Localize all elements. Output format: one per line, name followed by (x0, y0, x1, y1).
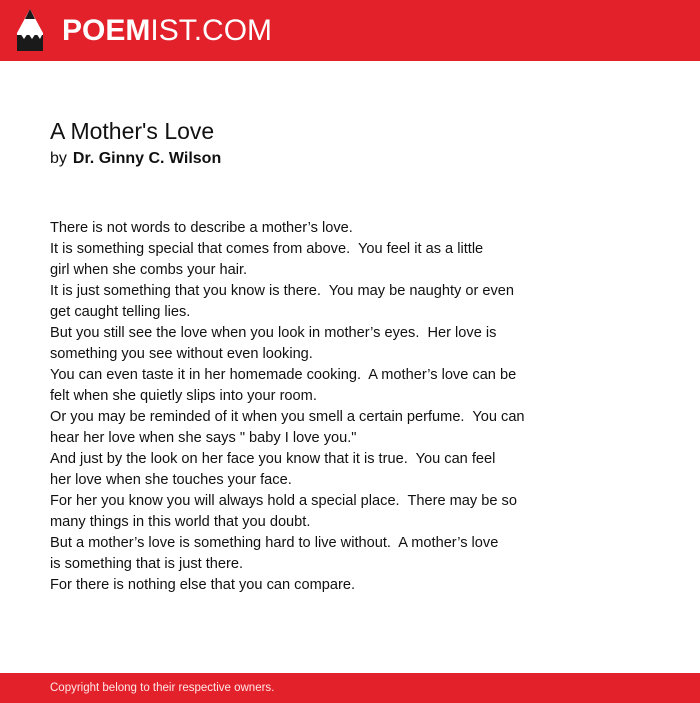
poem-line: It is something special that comes from above. You feel it as a little (50, 241, 484, 257)
poem-line: hear her love when she says " baby I love you." (50, 430, 357, 446)
logo-light-text: IST.COM (150, 14, 273, 47)
poem-line: Or you may be reminded of it when you smell a certain perfume. You can (50, 409, 525, 425)
poem-line: For her you know you will always hold a special place. There may be so (50, 493, 517, 509)
by-label: by (50, 150, 67, 167)
poem-body (50, 218, 650, 596)
poem-line: And just by the look on her face you know that it is true. You can feel (50, 451, 496, 467)
poem-line: her love when she touches your face. (50, 472, 292, 488)
poem-line: many things in this world that you doubt. (50, 514, 311, 530)
author-name: Dr. Ginny C. Wilson (72, 150, 222, 167)
site-logo[interactable] (62, 11, 272, 51)
poem-line: You can even taste it in her homemade cooking. A mother’s love can be (50, 367, 517, 383)
logo-bold-text: POEM (62, 14, 151, 47)
site-header (0, 0, 700, 61)
poem-line: girl when she combs your hair. (50, 262, 248, 278)
poem-line: For there is nothing else that you can compare. (50, 577, 356, 593)
poem-line: But a mother’s love is something hard to live without. A mother’s love (50, 535, 499, 551)
copyright-text: Copyright belong to their respective owners. (50, 682, 275, 694)
byline (50, 148, 221, 170)
poem-line: get caught telling lies. (50, 304, 191, 320)
poem-line: felt when she quietly slips into your room. (50, 388, 317, 404)
poem-line: something you see without even looking. (50, 346, 313, 362)
site-footer (0, 673, 700, 703)
poem-title: A Mother's Love (50, 118, 215, 144)
pencil-tip-icon (17, 9, 43, 51)
poem-line: It is just something that you know is there. You may be naughty or even (50, 283, 515, 299)
poem-line: There is not words to describe a mother’s love. (50, 220, 353, 236)
poem-line: is something that is just there. (50, 556, 244, 572)
poem-line: But you still see the love when you look in mother’s eyes. Her love is (50, 325, 497, 341)
